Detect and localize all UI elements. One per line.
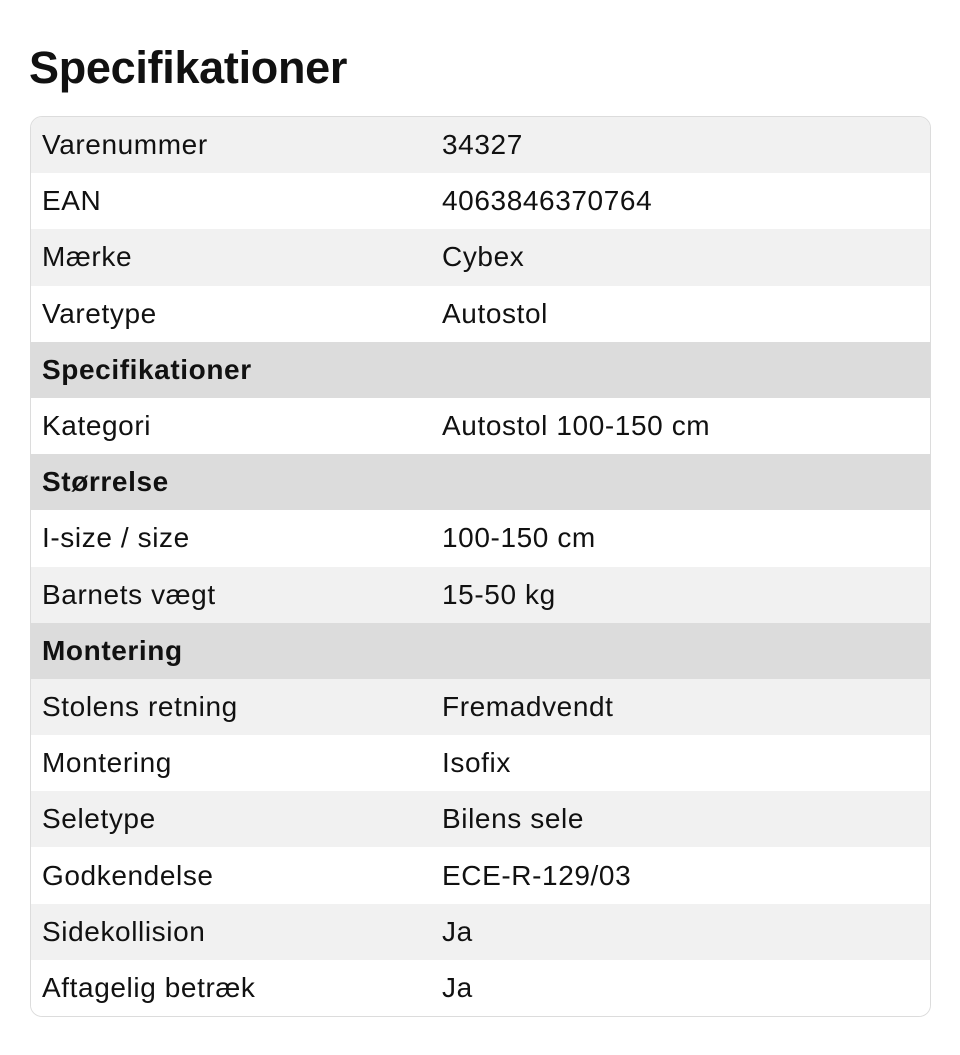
spec-value: Autostol xyxy=(442,297,548,329)
spec-label: Kategori xyxy=(42,410,152,442)
spec-value: Ja xyxy=(442,971,473,1003)
section-header-stoerrelse xyxy=(31,454,930,510)
spec-label: Varetype xyxy=(42,297,157,329)
spec-label: Aftagelig betræk xyxy=(42,971,256,1003)
spec-value: ECE-R-129/03 xyxy=(442,859,632,891)
spec-label: Varenummer xyxy=(42,129,208,161)
spec-row-i-size xyxy=(31,510,930,566)
section-label: Specifikationer xyxy=(42,353,252,385)
spec-label: Godkendelse xyxy=(42,859,214,891)
spec-row-godkendelse xyxy=(31,847,930,903)
spec-label: Stolens retning xyxy=(42,690,238,722)
section-header-montering xyxy=(31,623,930,679)
spec-value: 15-50 kg xyxy=(442,578,556,610)
spec-label: Mærke xyxy=(42,241,133,273)
spec-row-varenummer xyxy=(31,117,930,173)
spec-value: Ja xyxy=(442,915,473,947)
spec-row-aftagelig-betraek xyxy=(31,960,930,1016)
section-label: Størrelse xyxy=(42,466,169,498)
spec-value: Bilens sele xyxy=(442,803,585,835)
spec-value: 4063846370764 xyxy=(442,185,653,217)
spec-label: I-size / size xyxy=(42,522,190,554)
spec-row-montering xyxy=(31,735,930,791)
spec-label: Barnets vægt xyxy=(42,578,216,610)
section-header-specifikationer xyxy=(31,342,930,398)
spec-row-ean xyxy=(31,173,930,229)
spec-label: Sidekollision xyxy=(42,915,206,947)
spec-value: Cybex xyxy=(442,241,525,273)
spec-row-maerke xyxy=(31,229,930,285)
spec-value: 34327 xyxy=(442,129,523,161)
page-title: Specifikationer xyxy=(29,42,348,93)
spec-row-varetype xyxy=(31,286,930,342)
spec-table xyxy=(30,116,931,1017)
spec-row-sidekollision xyxy=(31,904,930,960)
spec-row-seletype xyxy=(31,791,930,847)
spec-row-stolens-retning xyxy=(31,679,930,735)
spec-value: 100-150 cm xyxy=(442,522,596,554)
spec-value: Fremadvendt xyxy=(442,690,614,722)
section-label: Montering xyxy=(42,634,183,666)
spec-value: Autostol 100-150 cm xyxy=(442,410,711,442)
spec-label: EAN xyxy=(42,185,102,217)
spec-value: Isofix xyxy=(442,747,511,779)
spec-row-kategori xyxy=(31,398,930,454)
spec-row-barnets-vaegt xyxy=(31,567,930,623)
spec-label: Seletype xyxy=(42,803,156,835)
spec-label: Montering xyxy=(42,747,172,779)
